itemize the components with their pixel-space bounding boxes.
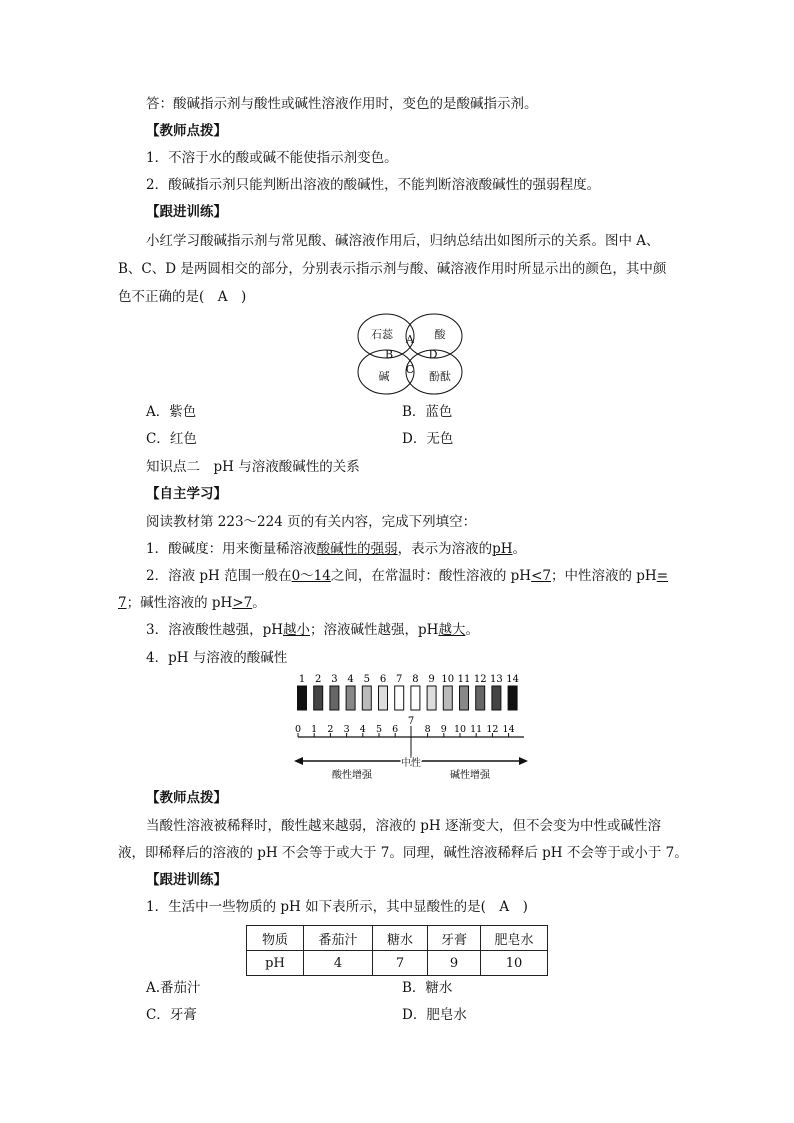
table-cell: pH [247, 951, 304, 976]
question-line-2: B、C、D 是两圆相交的部分，分别表示指示剂与酸、碱溶液作用时所显示出的颜色，其中颜 [118, 261, 667, 277]
blank-answer: pH [492, 541, 513, 557]
tip-item-2: 2．酸碱指示剂只能判断出溶液的酸碱性，不能判断溶液酸碱性的强弱程度。 [146, 177, 601, 193]
venn-region-d: D [428, 348, 438, 361]
base-arrow-head [519, 757, 528, 765]
ph-color-box [314, 686, 323, 710]
ph-color-box [379, 686, 388, 710]
ph-color-box [346, 686, 355, 710]
ph-color-box [298, 686, 307, 710]
table-row [247, 926, 548, 951]
ph-color-box [460, 686, 469, 710]
ph-axis-tick-label: 6 [392, 724, 399, 735]
ph-box-number: 5 [363, 674, 370, 685]
ph-box-number: 3 [331, 674, 338, 685]
ph-scale-diagram [290, 670, 540, 782]
ph-box-number: 2 [315, 674, 322, 685]
table-cell: 9 [428, 951, 481, 976]
venn-label-phenolphthalein: 酚酞 [429, 370, 451, 383]
ph-box-number: 8 [412, 674, 419, 685]
ph-axis-tick-label: 9 [440, 724, 447, 735]
option-c: C．红色 [146, 431, 197, 447]
question-2: 1．生活中一些物质的 pH 如下表所示，其中显酸性的是( A ) [146, 899, 528, 915]
option2-c: C．牙膏 [146, 1007, 197, 1023]
teacher-tip-heading-2: 【教师点拨】 [146, 790, 227, 806]
venn-label-acid: 酸 [434, 328, 446, 341]
ph-axis-tick-label: 4 [359, 724, 366, 735]
ph-color-box [443, 686, 452, 710]
ph-axis-tick-label: 8 [424, 724, 431, 735]
ph-color-box [362, 686, 371, 710]
reading-instruction: 阅读教材第 223～224 页的有关内容，完成下列填空： [146, 514, 477, 530]
answer-text: 答：酸碱指示剂与酸性或碱性溶液作用时，变色的是酸碱指示剂。 [146, 96, 538, 112]
option2-b: B．糖水 [402, 980, 453, 996]
option2-d: D．肥皂水 [402, 1007, 467, 1023]
ph-table [246, 925, 548, 976]
ph-axis-tick-label: 12 [486, 724, 499, 735]
ph-axis-tick-label: 1 [311, 724, 318, 735]
table-header-cell: 糖水 [373, 926, 428, 951]
table-row [247, 951, 548, 976]
ph-seven-label: 7 [407, 716, 415, 727]
ph-color-box [411, 686, 420, 710]
knowledge-point-title: 知识点二 pH 与溶液酸碱性的关系 [146, 459, 360, 475]
ph-box-number: 6 [379, 674, 387, 685]
teacher-tip-heading: 【教师点拨】 [146, 123, 227, 139]
blank-answer: 酸碱性的强弱 [316, 541, 398, 557]
ph-box-number: 12 [473, 674, 487, 685]
tip-paragraph-line-2: 液，即稀释后的溶液的 pH 不会等于或大于 7。同理，碱性溶液稀释后 pH 不会等于或小于 7。 [118, 845, 688, 861]
ph-box-number: 10 [441, 674, 455, 685]
option2-a: A.番茄汁 [146, 980, 201, 996]
acid-label: 酸性增强 [332, 770, 372, 781]
blank-answer: = [656, 568, 669, 584]
table-cell: 7 [373, 951, 428, 976]
self-study-heading: 【自主学习】 [146, 486, 227, 502]
ph-box-number: 11 [457, 674, 471, 685]
neutral-label: 中性 [401, 758, 421, 769]
ph-axis-tick-label: 2 [327, 724, 334, 735]
blank-answer: >7 [232, 595, 253, 611]
fill-item-4: 4．pH 与溶液的酸碱性 [146, 650, 288, 666]
blank-answer: 越小 [283, 622, 311, 638]
base-label: 碱性增强 [450, 770, 490, 781]
ph-box-number: 14 [506, 674, 519, 685]
venn-region-a: A [406, 333, 414, 346]
ph-box-number: 7 [396, 674, 403, 685]
ph-axis-tick-label: 11 [470, 724, 483, 735]
ph-color-box [330, 686, 339, 710]
question-line-3: 色不正确的是( A ) [118, 289, 247, 305]
fill-item-1: 1．酸碱度：用来衡量稀溶液酸碱性的强弱，表示为溶液的pH。 [146, 541, 527, 557]
table-header-cell: 肥皂水 [481, 926, 548, 951]
option-a: A．紫色 [146, 404, 197, 420]
ph-axis-tick-label: 10 [453, 724, 467, 735]
ph-color-box [476, 686, 485, 710]
ph-axis-tick-label: 14 [502, 724, 515, 735]
ph-box-number: 13 [490, 674, 503, 685]
table-cell: 10 [481, 951, 548, 976]
fill-item-2: 2．溶液 pH 范围一般在0～14之间，在常温时：酸性溶液的 pH<7；中性溶液的 pH= [146, 568, 669, 584]
table-header-cell: 物质 [247, 926, 304, 951]
practice-heading-2: 【跟进训练】 [146, 872, 227, 888]
acid-arrow-head [294, 757, 303, 765]
table-header-cell: 牙膏 [428, 926, 481, 951]
venn-diagram [352, 312, 470, 398]
ph-color-box [492, 686, 501, 710]
venn-region-c: C [405, 363, 415, 376]
ph-box-number: 9 [428, 674, 435, 685]
ph-color-box [508, 686, 517, 710]
option-d: D．无色 [402, 431, 454, 447]
blank-answer: 0～14 [291, 568, 331, 584]
blank-answer: 越大 [438, 622, 466, 638]
ph-axis-tick-label: 3 [343, 724, 350, 735]
question-line-1: 小红学习酸碱指示剂与常见酸、碱溶液作用后，归纳总结出如图所示的关系。图中 A、 [146, 233, 660, 249]
tip-paragraph-line-1: 当酸性溶液被稀释时，酸性越来越弱，溶液的 pH 逐渐变大，但不会变为中性或碱性溶 [146, 818, 661, 834]
table-cell: 4 [304, 951, 373, 976]
venn-label-base: 碱 [378, 370, 390, 383]
blank-answer: 7 [118, 595, 127, 611]
venn-region-b: B [384, 348, 394, 361]
table-header-cell: 番茄汁 [304, 926, 373, 951]
ph-color-box [395, 686, 404, 710]
tip-item-1: 1．不溶于水的酸或碱不能使指示剂变色。 [146, 150, 398, 166]
fill-item-3: 3．溶液酸性越强，pH越小；溶液碱性越强，pH越大。 [146, 622, 479, 638]
practice-heading: 【跟进训练】 [146, 204, 227, 220]
ph-box-number: 4 [347, 674, 354, 685]
fill-item-2-cont: 7；碱性溶液的 pH>7。 [118, 595, 266, 611]
ph-axis-tick-label: 5 [375, 724, 383, 735]
option-b: B．蓝色 [402, 404, 453, 420]
ph-axis-tick-label: 0 [294, 724, 302, 735]
ph-box-number: 1 [298, 674, 306, 685]
ph-color-box [427, 686, 436, 710]
blank-answer: <7 [531, 568, 551, 584]
venn-label-litmus: 石蕊 [371, 328, 393, 341]
